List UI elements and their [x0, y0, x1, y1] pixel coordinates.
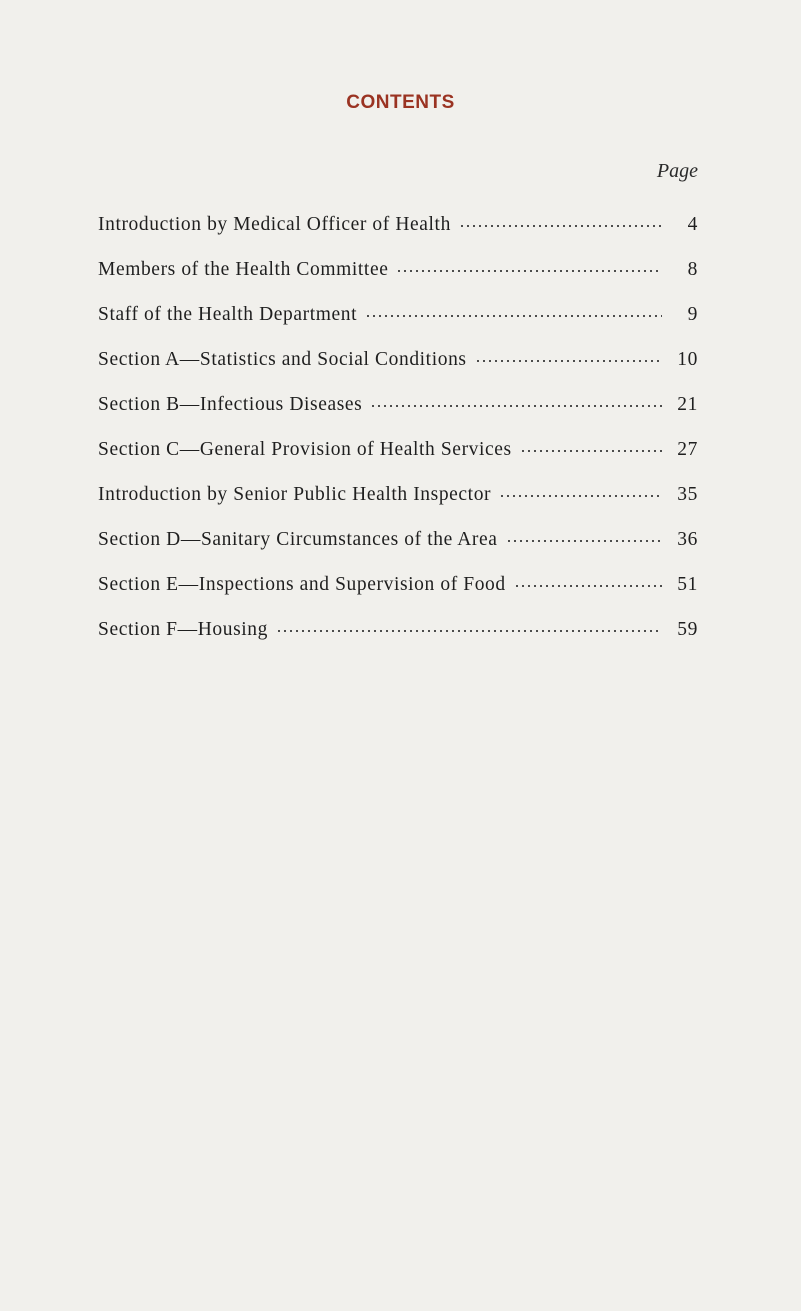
- toc-entry-label: Section B—Infectious Diseases: [98, 393, 363, 415]
- toc-entry-page: 27: [677, 438, 698, 460]
- toc-entry-page: 51: [677, 573, 698, 595]
- toc-entry: [98, 345, 698, 390]
- toc-entry-label: Section A—Statistics and Social Conditions: [98, 348, 467, 370]
- dot-leader: [396, 257, 662, 277]
- dot-leader: [459, 212, 662, 232]
- dot-leader: [276, 617, 662, 637]
- toc-entry: [98, 525, 698, 570]
- toc-entry-label: Section F—Housing: [98, 618, 268, 640]
- toc-entry-page: 59: [677, 618, 698, 640]
- contents-title: CONTENTS: [346, 92, 455, 113]
- page-column-header: Page: [656, 160, 698, 182]
- dot-leader: [370, 392, 662, 412]
- toc-entry-label: Members of the Health Committee: [98, 258, 389, 280]
- toc-entry: [98, 390, 698, 435]
- toc-entry: [98, 570, 698, 615]
- toc-entry-label: Staff of the Health Department: [98, 303, 358, 325]
- toc-entry-label: Introduction by Medical Officer of Health: [98, 213, 451, 235]
- toc-entry-page: 36: [677, 528, 698, 550]
- toc-entry: [98, 300, 698, 345]
- dot-leader: [506, 527, 662, 547]
- toc-entry: [98, 615, 698, 660]
- toc-entry-page: 9: [687, 303, 698, 325]
- toc-entry-page: 21: [677, 393, 698, 415]
- dot-leader: [514, 572, 662, 592]
- toc-entry-page: 35: [677, 483, 698, 505]
- toc-entry-page: 10: [677, 348, 698, 370]
- table-of-contents: [98, 210, 698, 660]
- toc-entry-label: Section C—General Provision of Health Services: [98, 438, 512, 460]
- toc-entry-label: Introduction by Senior Public Health Inspector: [98, 483, 492, 505]
- toc-entry: [98, 435, 698, 480]
- toc-entry: [98, 480, 698, 525]
- toc-entry-page: 4: [687, 213, 698, 235]
- toc-entry: [98, 255, 698, 300]
- toc-entry-page: 8: [687, 258, 698, 280]
- dot-leader: [520, 437, 662, 457]
- dot-leader: [365, 302, 662, 322]
- toc-entry-label: Section E—Inspections and Supervision of Food: [98, 573, 506, 595]
- toc-entry-label: Section D—Sanitary Circumstances of the Area: [98, 528, 498, 550]
- toc-entry: [98, 210, 698, 255]
- dot-leader: [475, 347, 662, 367]
- dot-leader: [499, 482, 662, 502]
